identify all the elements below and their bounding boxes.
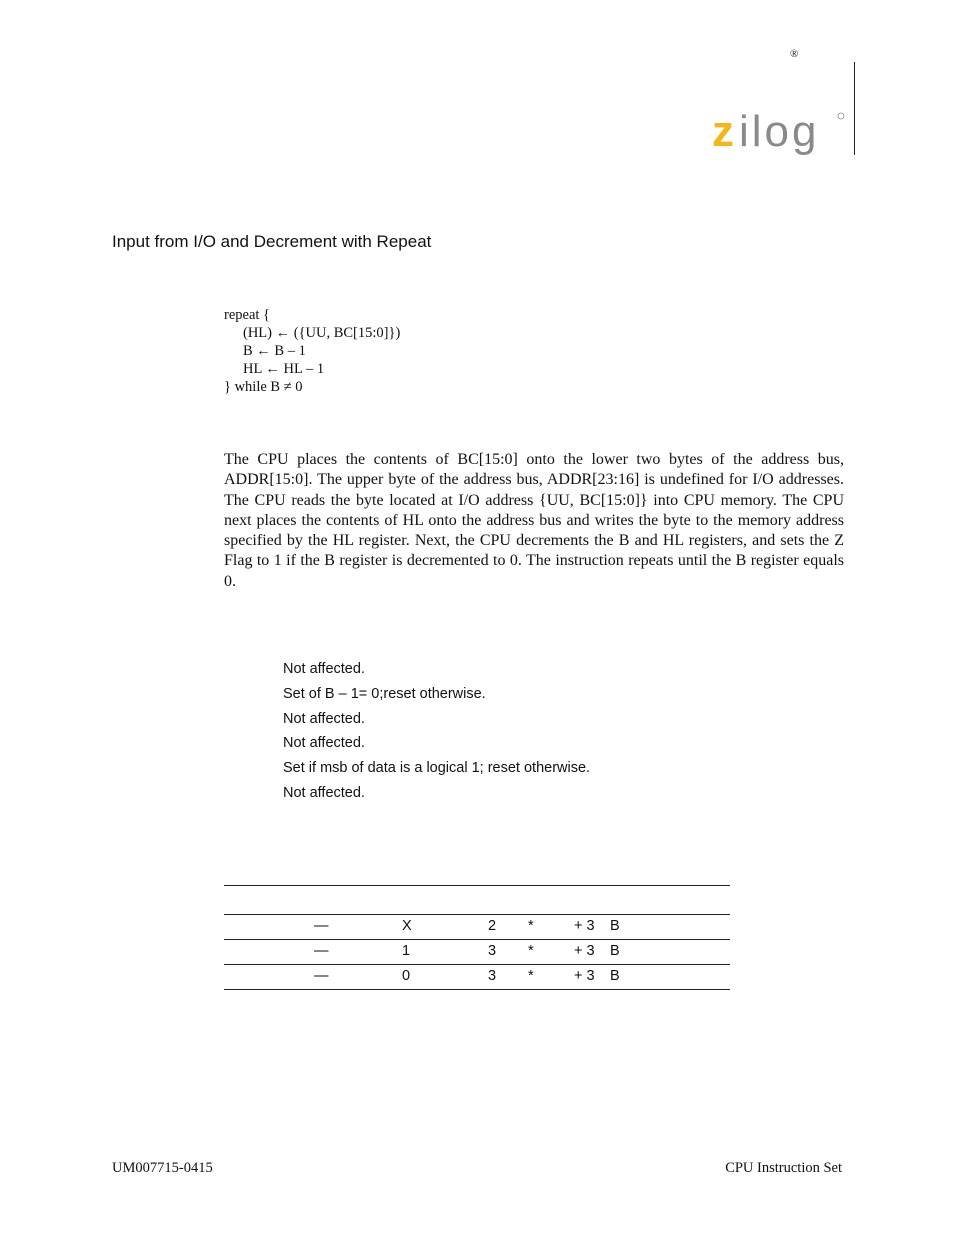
table-cell: — bbox=[314, 943, 329, 959]
table-cell: B bbox=[610, 918, 620, 934]
opcode-table bbox=[224, 885, 730, 990]
table-cell: 2 bbox=[488, 918, 497, 934]
operation-pseudocode bbox=[224, 306, 400, 396]
table-cell: B bbox=[610, 968, 620, 984]
operation-line: HL ← HL – 1 bbox=[243, 361, 325, 377]
table-cell: X bbox=[402, 918, 412, 934]
flag-description: Set if msb of data is a logical 1; reset otherwise. bbox=[283, 760, 591, 777]
flag-description: Not affected. bbox=[283, 735, 365, 752]
flag-description: Not affected. bbox=[283, 661, 365, 677]
table-cell: 1 bbox=[402, 943, 411, 959]
table-cell: — bbox=[314, 968, 329, 984]
table-cell: B bbox=[610, 943, 620, 959]
zilog-logo bbox=[712, 108, 847, 158]
svg-text:z: z bbox=[712, 108, 734, 156]
table-cell: * bbox=[528, 943, 534, 959]
flag-description: Not affected. bbox=[283, 710, 365, 727]
table-row bbox=[224, 940, 730, 965]
table-cell: 0 bbox=[402, 968, 411, 984]
operation-line: (HL) ← ({UU, BC[15:0]}) bbox=[243, 325, 401, 341]
condition-bits-list bbox=[283, 659, 590, 808]
registered-mark: ® bbox=[790, 48, 799, 60]
table-header bbox=[224, 885, 730, 915]
operation-line: repeat { bbox=[224, 307, 270, 323]
svg-text:ilog: ilog bbox=[739, 108, 820, 156]
table-cell: 3 bbox=[488, 968, 497, 984]
flag-description: Set of B – 1= 0;reset otherwise. bbox=[283, 685, 486, 702]
footer-section-name: CPU Instruction Set bbox=[725, 1160, 842, 1176]
table-body bbox=[224, 915, 730, 990]
table-cell: + 3 bbox=[574, 943, 595, 959]
footer-doc-number: UM007715-0415 bbox=[112, 1160, 213, 1176]
header-divider bbox=[854, 62, 855, 155]
flag-description: Not affected. bbox=[283, 784, 365, 801]
table-row bbox=[224, 965, 730, 990]
table-cell: * bbox=[528, 968, 534, 984]
table-cell: + 3 bbox=[574, 918, 595, 934]
table-cell: * bbox=[528, 918, 534, 934]
table-cell: + 3 bbox=[574, 968, 595, 984]
table-cell: — bbox=[314, 918, 329, 934]
operation-line: B ← B – 1 bbox=[243, 343, 306, 359]
table-row bbox=[224, 915, 730, 940]
operation-line: } while B ≠ 0 bbox=[224, 379, 303, 395]
section-title: Input from I/O and Decrement with Repeat bbox=[112, 232, 432, 251]
description-paragraph: The CPU places the contents of BC[15:0] onto the lower two bytes of the address bus, ADDR[15:0]. The upper byte of the address bus, ADDR[23:16] is undefined for I/O addresses. The CPU reads the byte located at I/O address {UU, BC[15:0]} into CPU memory. The CPU next places the contents of HL onto the address bus and writes the byte to the memory address specified by the HL register. Next, the CPU decrements the B and HL registers, and sets the Z Flag to 1 if the B register is decremented to 0. The instruction repeats until the B register equals 0. bbox=[224, 451, 844, 590]
table-cell: 3 bbox=[488, 943, 497, 959]
